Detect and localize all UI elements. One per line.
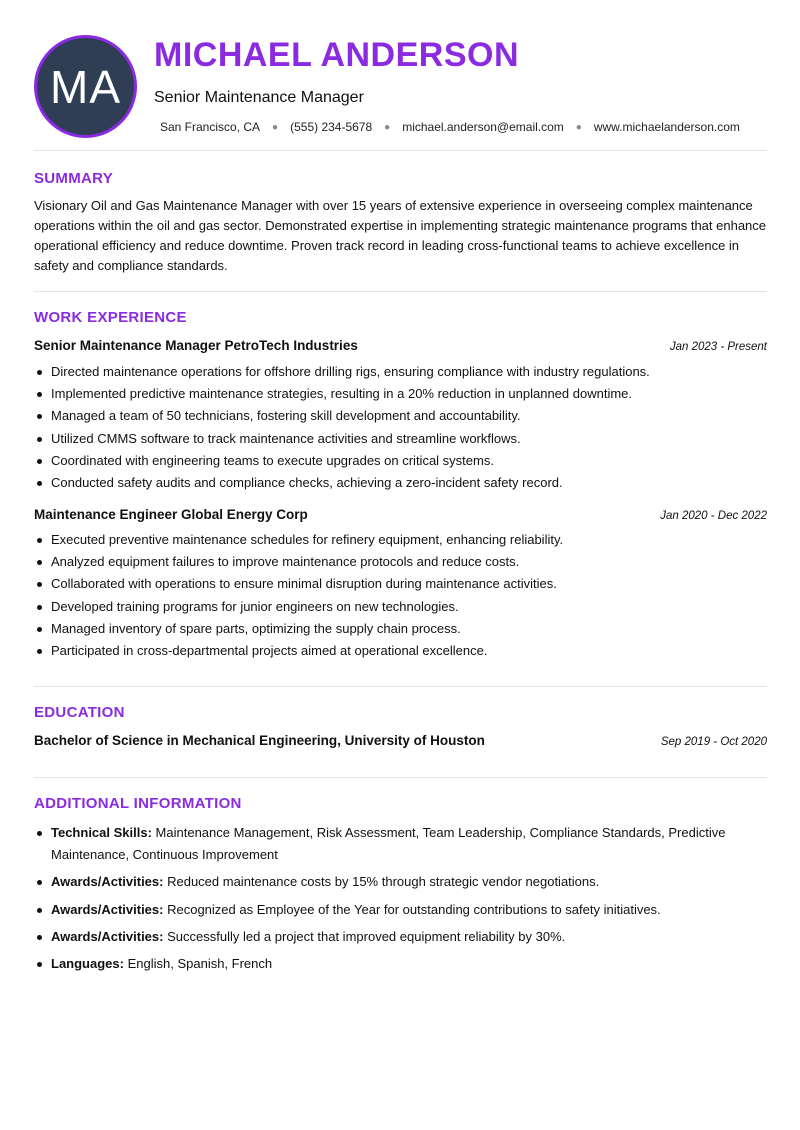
summary-text: Visionary Oil and Gas Maintenance Manager with over 15 years of extensive experience in overseeing complex maintenance operations within the oil and gas sector. Demonstrated expertise in implementing strategic maintenance programs that enhance operational efficiency and reduce downtime. Proven track record in leading cross-functional teams to achieve excellence in safety and compliance standards. bbox=[34, 198, 767, 273]
info-text: English, Spanish, French bbox=[127, 956, 273, 972]
education-entry bbox=[34, 733, 767, 748]
list-item: Directed maintenance operations for offshore drilling rigs, ensuring compliance with industry regulations. bbox=[51, 361, 784, 383]
list-item: Managed inventory of spare parts, optimizing the supply chain process. bbox=[51, 618, 784, 640]
work-experience-heading: WORK EXPERIENCE bbox=[34, 309, 187, 326]
list-item bbox=[51, 822, 784, 866]
job-header bbox=[34, 507, 767, 522]
list-item: Managed a team of 50 technicians, fostering skill development and accountability. bbox=[51, 405, 784, 427]
divider bbox=[34, 686, 767, 687]
info-label: Languages: bbox=[51, 956, 124, 972]
job-title: Maintenance Engineer Global Energy Corp bbox=[34, 507, 308, 522]
education-heading: EDUCATION bbox=[34, 704, 125, 721]
job-dates: Jan 2020 - Dec 2022 bbox=[660, 510, 767, 522]
contact-email[interactable]: michael.anderson@email.com bbox=[402, 120, 564, 134]
list-item: Analyzed equipment failures to improve maintenance protocols and reduce costs. bbox=[51, 551, 784, 573]
additional-info-list bbox=[34, 822, 784, 980]
job-header bbox=[34, 338, 767, 353]
contact-location: San Francisco, CA bbox=[160, 120, 261, 134]
bullet-separator-icon: ● bbox=[384, 121, 391, 133]
list-item: Executed preventive maintenance schedules for refinery equipment, enhancing reliability. bbox=[51, 529, 784, 551]
avatar bbox=[34, 35, 137, 138]
list-item: Collaborated with operations to ensure minimal disruption during maintenance activities. bbox=[51, 573, 784, 595]
list-item: Developed training programs for junior engineers on new technologies. bbox=[51, 596, 784, 618]
job-dates: Jan 2023 - Present bbox=[669, 341, 767, 353]
list-item bbox=[51, 953, 784, 975]
avatar-initials: MA bbox=[50, 60, 121, 113]
list-item: Utilized CMMS software to track maintenance activities and streamline workflows. bbox=[51, 428, 784, 450]
info-text: Recognized as Employee of the Year for outstanding contributions to safety initiatives. bbox=[167, 901, 661, 917]
list-item bbox=[51, 926, 784, 948]
list-item: Participated in cross-departmental projects aimed at operational excellence. bbox=[51, 640, 784, 662]
list-item bbox=[51, 871, 784, 893]
job-title-headline: Senior Maintenance Manager bbox=[154, 89, 364, 106]
bullet-separator-icon: ● bbox=[575, 121, 582, 133]
job-bullets bbox=[34, 529, 784, 662]
list-item: Coordinated with engineering teams to execute upgrades on critical systems. bbox=[51, 450, 784, 472]
divider bbox=[34, 777, 767, 778]
info-label: Awards/Activities: bbox=[51, 901, 164, 917]
contact-phone: (555) 234-5678 bbox=[290, 120, 373, 134]
contact-info bbox=[160, 120, 740, 134]
info-label: Awards/Activities: bbox=[51, 874, 164, 890]
education-dates: Sep 2019 - Oct 2020 bbox=[660, 736, 767, 748]
job-bullets bbox=[34, 361, 784, 494]
info-label: Technical Skills: bbox=[51, 825, 152, 840]
candidate-name: MICHAEL ANDERSON bbox=[154, 36, 520, 74]
info-label: Awards/Activities: bbox=[51, 928, 164, 944]
degree: Bachelor of Science in Mechanical Engineering, University of Houston bbox=[34, 733, 485, 748]
summary-heading: SUMMARY bbox=[34, 170, 114, 187]
divider bbox=[34, 291, 767, 292]
list-item: Implemented predictive maintenance strategies, resulting in a 20% reduction in unplanned downtime. bbox=[51, 383, 784, 405]
contact-website[interactable]: www.michaelanderson.com bbox=[593, 120, 740, 134]
job-title: Senior Maintenance Manager PetroTech Industries bbox=[34, 338, 358, 353]
info-text: Maintenance Management, Risk Assessment, Team Leadership, Compliance Standards, Predictive Maintenance, Continuous Improvement bbox=[51, 825, 726, 863]
info-text: Successfully led a project that improved equipment reliability by 30%. bbox=[167, 928, 566, 944]
list-item bbox=[51, 899, 784, 921]
bullet-separator-icon: ● bbox=[272, 121, 279, 133]
divider bbox=[34, 150, 767, 151]
additional-info-heading: ADDITIONAL INFORMATION bbox=[34, 795, 242, 812]
list-item: Conducted safety audits and compliance checks, achieving a zero-incident safety record. bbox=[51, 472, 784, 494]
info-text: Reduced maintenance costs by 15% through strategic vendor negotiations. bbox=[167, 874, 600, 890]
